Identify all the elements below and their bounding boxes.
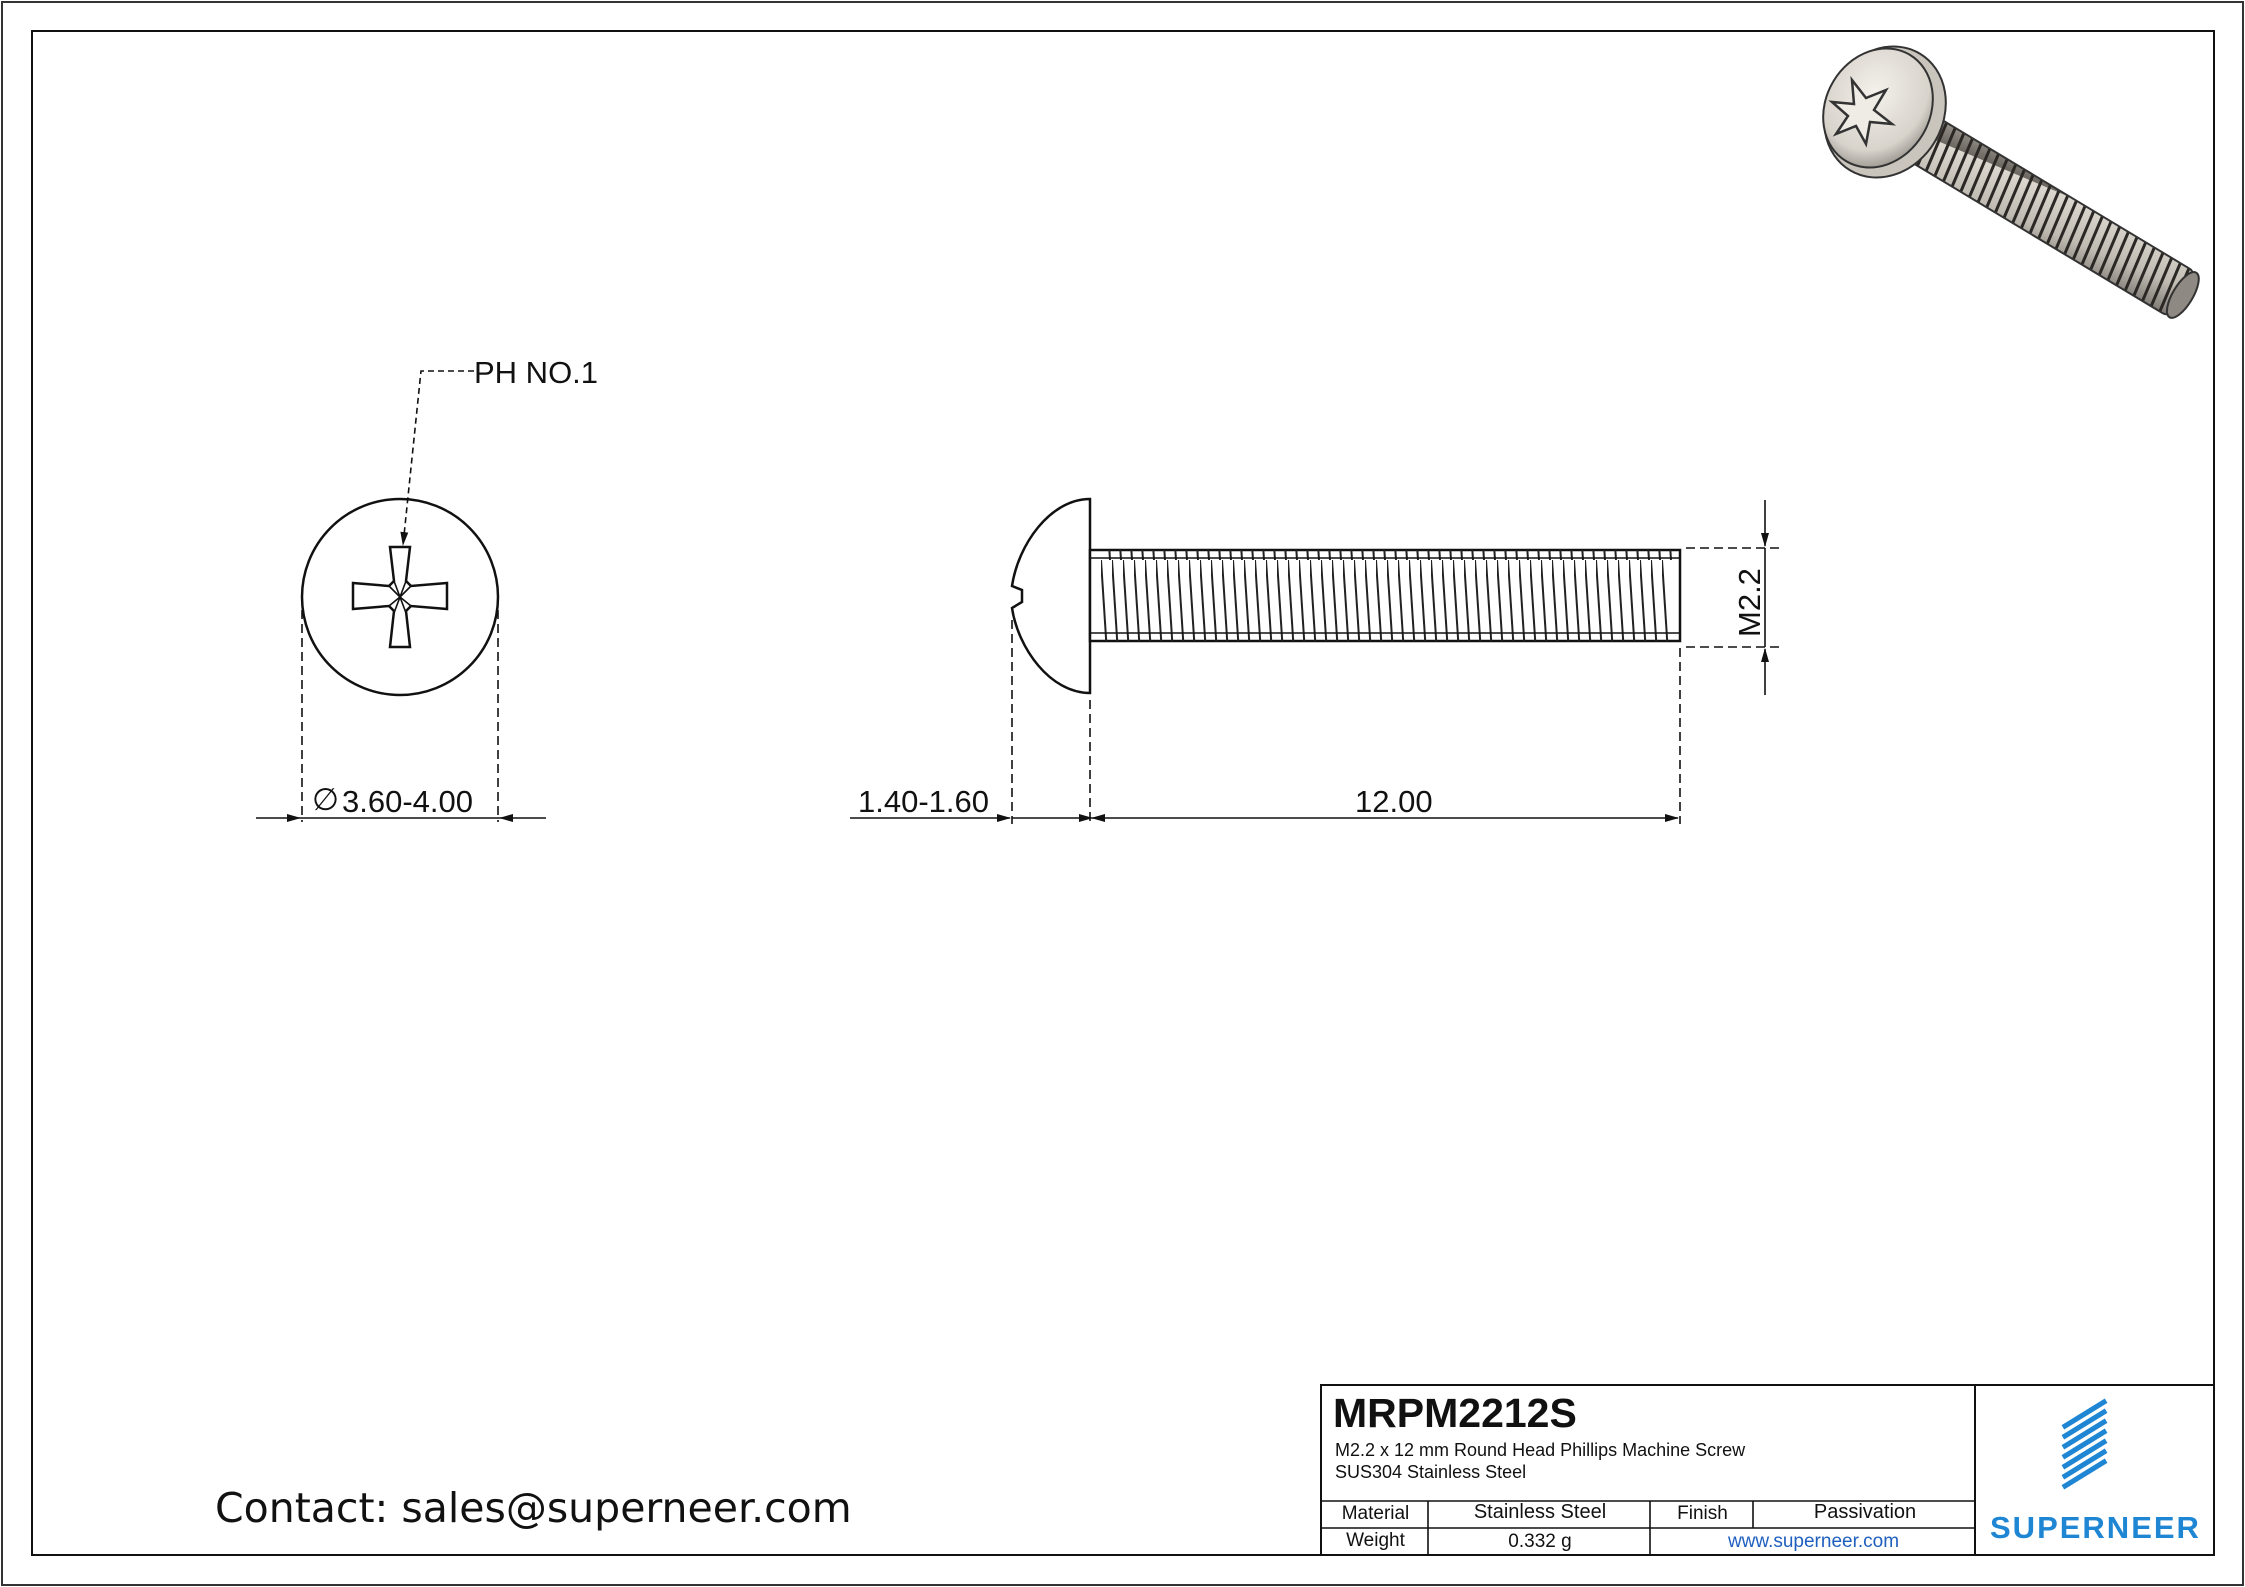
website-link[interactable]: www.superneer.com: [1727, 1531, 1900, 1552]
head-diameter-dimension: 3.60-4.00: [342, 784, 473, 819]
callout-leader: [403, 371, 474, 545]
weight-value: 0.332 g: [1508, 1531, 1572, 1552]
material-label: Material: [1341, 1503, 1410, 1524]
brand-name: SUPERNEER: [1990, 1510, 2201, 1545]
weight-label: Weight: [1346, 1530, 1405, 1551]
material-line: SUS304 Stainless Steel: [1335, 1462, 1527, 1482]
length-dimension: 12.00: [1355, 784, 1433, 819]
diameter-symbol: ∅: [312, 782, 340, 817]
brand-logo-icon: [2062, 410, 2104, 1486]
isometric-screw-view: [1800, 24, 2205, 323]
side-view: [850, 499, 1780, 824]
top-view: [256, 371, 546, 822]
contact-text: Contact: sales@superneer.com: [215, 1484, 852, 1532]
callout-label: PH NO.1: [474, 355, 599, 390]
material-value: Stainless Steel: [1473, 1501, 1607, 1523]
finish-value: Passivation: [1813, 1501, 1917, 1523]
finish-label: Finish: [1677, 1503, 1728, 1524]
part-number: MRPM2212S: [1333, 1390, 1577, 1436]
thread-size-dimension: M2.2: [1732, 568, 1767, 637]
part-description: M2.2 x 12 mm Round Head Phillips Machine Screw: [1335, 1440, 1746, 1460]
head-height-dimension: 1.40-1.60: [858, 784, 989, 819]
head-profile: [1012, 499, 1090, 693]
